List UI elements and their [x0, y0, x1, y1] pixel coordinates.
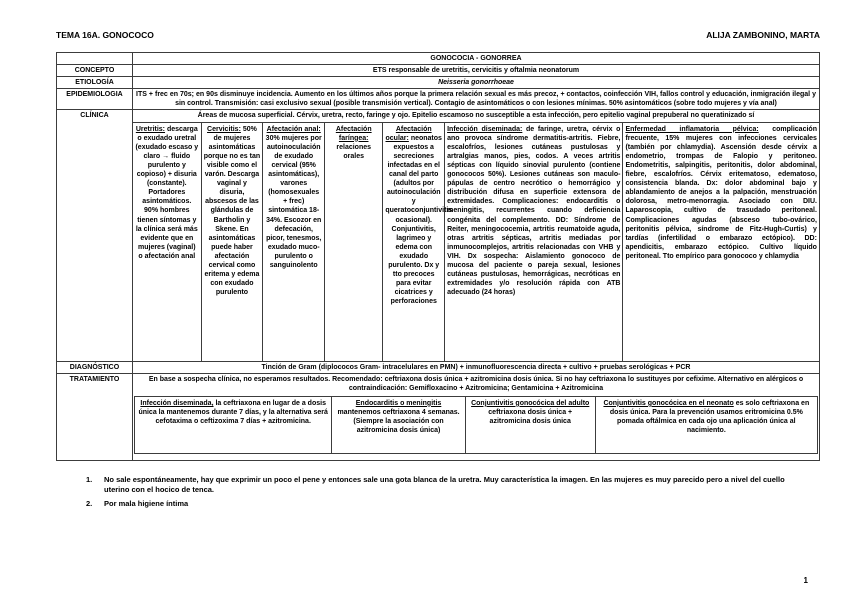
page-title: TEMA 16A. GONOCOCO	[56, 30, 154, 40]
clinica-row	[57, 110, 820, 361]
tratamiento-col-title: Endocarditis o meningitis	[355, 399, 442, 407]
note-text: No sale espontáneamente, hay que exprimir un poco el pene y entonces sale una gota blanca de la uretra. Muy característica la imagen. En las mujeres es muy parecido pero a nivel del cuello uterino con el hocico de tenca.	[104, 474, 785, 495]
clinica-col-title: Afectación anal:	[266, 125, 321, 133]
clinica-col-text: complicación frecuente, 15% mujeres con infecciones cervicales (también por chlamydia). Ascensión desde cérvix a endometrio, trompas de Falopio y peritoneo. Endometritis, salpingitis, peritonitis, dolor abdominal, fiebre, escalofríos. Cérvix eritematoso, edematoso, consistencia blanda. Dx: dolor abdominal bajo y ablandamiento de anejos a la palpación, menstruación dolorosa, metro-menorragia. Asociado con DIU. Laparoscopia, cultivo de trasudado peritoneal. Complicaciones agudas (absceso tubo-ovárico, peritonitis pélvica, síndrome de Fitz-Hugh-Curtis) y tardías (infertilidad o embarazo ectópico). DD: apendicitis, embarazo ectópico. Cultivo líquido peritoneal. Tto empírico para gonococo y chlamydia	[625, 125, 817, 260]
clinica-col-text: descarga o exudado uretral (exudado escaso y claro → fluido purulento y copioso) + disuria (constante). Portadores asintomáticos. 90% hombres tienen síntomas y la clínica será más evidente que en mujeres (vaginal) o afectación anal	[135, 125, 199, 260]
clinica-intro: Áreas de mucosa superficial. Cérvix, uretra, recto, faringe y ojo. Epitelio escamoso no susceptible a esta infección, pero epitelio vaginal prepuberal no queratinizado sí	[133, 110, 819, 122]
concepto-row	[57, 65, 820, 77]
tratamiento-col-text: es solo ceftriaxona en dosis única. Para la prevención usamos eritromicina 0.5% pomada oftálmica en cada ojo una aplicación única al nacimiento.	[609, 399, 810, 435]
row-label-etiologia: ETIOLOGÍA	[57, 77, 133, 89]
diagnostico-text: Tinción de Gram (diplococos Gram- intracelulares en PMN) + inmunofluorescencia directa + cultivo + pruebas serológicas + PCR	[133, 361, 820, 373]
diagnostico-row	[57, 361, 820, 373]
note-number: 2.	[86, 498, 93, 508]
gonococo-table	[56, 52, 820, 461]
note-text: Por mala higiene íntima	[104, 498, 189, 508]
clinica-col-uretritis	[133, 123, 202, 361]
clinica-col-afectacion-faringea	[325, 123, 383, 361]
list-item	[86, 475, 820, 496]
tratamiento-col-title: Infección diseminada,	[140, 399, 214, 407]
table-title: GONOCOCIA - GONORREA	[133, 53, 820, 65]
etiologia-text: Neisseria gonorrhoeae	[133, 77, 820, 89]
epidemiologia-row	[57, 89, 820, 110]
clinica-col-title: Enfermedad inflamatoria pélvica:	[625, 125, 759, 133]
tratamiento-col-title: Conjuntivitis gonocócica del adulto	[471, 399, 590, 407]
tratamiento-col-text: la ceftriaxona en lugar de a dosis única la mantenemos durante 7 días, y la alternativa será cefotaxima o ceftizoxima 7 días + azitromicina.	[138, 399, 328, 426]
clinica-content	[133, 110, 820, 361]
clinica-col-infeccion-diseminada	[445, 123, 623, 361]
table-title-row	[57, 53, 820, 65]
tratamiento-col-title: Conjuntivitis gonocócica en el neonato	[603, 399, 734, 407]
row-label-diagnostico: DIAGNÓSTICO	[57, 361, 133, 373]
tratamiento-content	[133, 373, 820, 460]
clinica-col-text: 50% de mujeres asintomáticas porque no es tan visible como el varón. Descarga vaginal y disuria, abscesos de las glándulas de Bartholin y Skene. En asintomáticas puede haber afectación cervical como eritema y edema con exudado purulento	[203, 125, 261, 297]
clinica-col-enfermedad-inflamatoria-pelvica	[623, 123, 819, 361]
author-name: ALIJA ZAMBONINO, MARTA	[706, 30, 820, 40]
tratamiento-col-text: ceftriaxona dosis única + azitromicina dosis única	[488, 408, 573, 426]
tratamiento-row	[57, 373, 820, 460]
page-number: 1	[803, 576, 808, 585]
row-label-epidemiologia: EPIDEMIOLOGIA	[57, 89, 133, 110]
epidemiologia-text: ITS + frec en 70s; en 90s disminuye incidencia. Aumento en los últimos años porque la primera relación sexual es más precoz, + contactos, coinfección VIH, fallos control y educación, inmigración ilegal y sin control. Transmisión: casi exclusivo sexual (posible transmisión vertical). Contagio de asintomáticos o con lesiones mínimas. 50% asintomáticos (sobre todo mujeres y vía anal)	[133, 89, 820, 110]
clinica-col-cervicitis	[202, 123, 264, 361]
empty-corner-cell	[57, 53, 133, 65]
clinica-col-text: neonatos expuestos a secreciones infectadas en el canal del parto (adultos por autoinoculación y queratoconjuntivitis ocasional). Conjuntivitis, lagrimeo y edema con exudado purulento. Dx y tto precoces para evitar cicatrices y perforaciones	[385, 134, 453, 306]
tratamiento-col-text: mantenemos ceftriaxona 4 semanas. (Siempre la asociación con azitromicina dosis única)	[337, 408, 460, 435]
clinica-col-title: Uretritis:	[135, 125, 166, 133]
clinica-col-text: relaciones orales	[336, 143, 372, 160]
clinica-col-text: de faringe, uretra, cérvix o ano provoca síndrome dermatitis-artritis. Fiebre, escalofríos, lesiones cutáneas pustulosas y artralgias manos, pies, codos. A veces artritis sépticas con líquido sinovial purulento (contiene gonococos 50%). Lesiones cutáneas son maculo-pápulas de centro necrótico o hemorrágico y distribución difusa en superficie extensora de extremidades. Complicaciones: endocarditis o meningitis, recurrentes cuando deficiencia congénita del complemento. DD: Síndrome de Reiter, meningococemia, artritis reumatoide aguda, otras artritis sépticas, artritis mediadas por inmunocomplejos, artritis relacionadas con VHB y VIH. Dx sospecha: Aislamiento gonococo de mucosa del paciente o pareja sexual, lesiones cutáneas pustulosas, hemorrágicas, necróticas en extremidades y/o resolución rápida con ATB adecuado (24 horas)	[447, 125, 621, 297]
document-header	[56, 30, 820, 40]
etiologia-row	[57, 77, 820, 89]
row-label-tratamiento: TRATAMIENTO	[57, 373, 133, 460]
tratamiento-col-infeccion-diseminada	[134, 396, 332, 454]
list-item	[86, 499, 820, 510]
note-number: 1.	[86, 474, 93, 484]
clinica-col-title: Afectación faríngea:	[335, 125, 372, 142]
tratamiento-col-endocarditis-meningitis	[332, 396, 465, 454]
clinica-col-text: 30% mujeres por autoinoculación de exudado cervical (95% asintomáticas), varones (homosexuales + frec) sintomática 18-34%. Escozor en defecación, picor, tenesmos, exudado muco-purulento o sanguinolento	[265, 134, 322, 269]
clinica-col-title: Cervicitis:	[207, 125, 241, 133]
row-label-clinica: CLÍNICA	[57, 110, 133, 361]
row-label-concepto: CONCEPTO	[57, 65, 133, 77]
clinica-col-title: Afectación ocular:	[385, 125, 432, 142]
clinica-columns	[133, 123, 819, 361]
footnotes	[56, 475, 820, 510]
tratamiento-columns	[134, 396, 818, 454]
tratamiento-intro: En base a sospecha clínica, no esperamos resultados. Recomendado: ceftriaxona dosis única + azitromicina dosis única. Si no hay ceftriaxona lo sustituyes por cefixime. Alternativo en alérgicos o contraindicación: Gemifloxacino + Azitromicina; Gentamicina + Azitromicina	[148, 375, 804, 392]
clinica-col-afectacion-anal	[263, 123, 325, 361]
clinica-col-title: Infección diseminada:	[447, 125, 523, 133]
tratamiento-col-conjuntivitis-neonato	[596, 396, 818, 454]
tratamiento-col-conjuntivitis-adulto	[466, 396, 596, 454]
concepto-text: ETS responsable de uretritis, cervicitis y oftalmia neonatorum	[133, 65, 820, 77]
clinica-col-afectacion-ocular	[383, 123, 453, 361]
